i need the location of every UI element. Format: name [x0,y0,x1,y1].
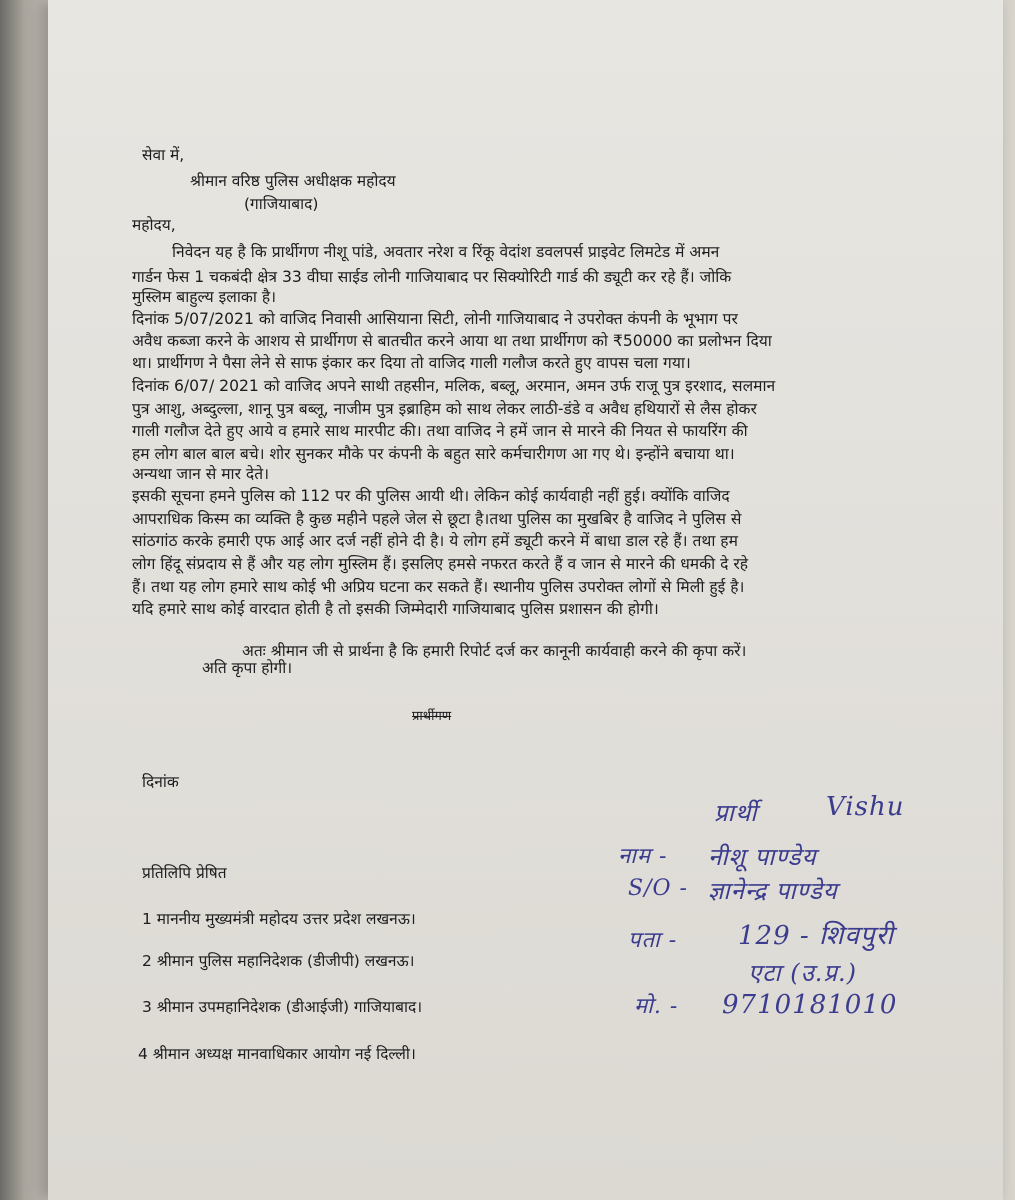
handwritten-so-label: S/O - [628,876,688,901]
handwritten-so-value: ज्ञानेन्द्र पाण्डेय [708,877,838,905]
copy-recipient: 2 श्रीमान पुलिस महानिदेशक (डीजीपी) लखनऊ। [142,952,415,970]
applicants-label: प्रार्थीगण [412,709,452,724]
body-line: गार्डन फेस 1 चकबंदी क्षेत्र 33 वीघा साईड लोनी गाजियाबाद पर सिक्योरिटी गार्ड की ड्यूटी कर रहे हैं। जोकि [132,268,732,286]
copy-recipient: 1 माननीय मुख्यमंत्री महोदय उत्तर प्रदेश लखनऊ। [142,910,416,928]
copy-heading: प्रतिलिपि प्रेषित [142,864,227,882]
recipient-city: (गाजियाबाद) [244,195,319,213]
body-line: दिनांक 6/07/ 2021 को वाजिद अपने साथी तहसीन, मलिक, बब्लू, अरमान, अमन उर्फ राजू पुत्र इरशाद, सलमान [132,377,776,395]
copy-recipient: 4 श्रीमान अध्यक्ष मानवाधिकार आयोग नई दिल्ली। [138,1045,416,1063]
date-label: दिनांक [142,773,179,791]
handwritten-address-line2: एटा (उ.प्र.) [748,959,858,987]
body-line: हैं। तथा यह लोग हमारे साथ कोई भी अप्रिय घटना कर सकते हैं। स्थानीय पुलिस उपरोक्त लोगों से मिली हुई है। [132,578,745,596]
handwritten-mobile-label: मो. - [634,994,679,1019]
handwritten-signature: Vishu [826,792,905,822]
handwritten-name-value: नीशू पाण्डेय [708,843,817,871]
handwritten-address-line1: 129 - शिवपुरी [738,921,894,951]
body-line: मुस्लिम बाहुल्य इलाका है। [132,288,277,306]
handwritten-applicant-word: प्रार्थी [714,799,758,827]
body-line: निवेदन यह है कि प्रार्थीगण नीशू पांडे, अवतार नरेश व रिंकू वेदांश डवलपर्स प्राइवेट लिमटेड में अमन [172,243,720,261]
body-line: अन्यथा जान से मार देते। [132,465,270,483]
body-line: इसकी सूचना हमने पुलिस को 112 पर की पुलिस आयी थी। लेकिन कोई कार्यवाही नहीं हुई। क्योंकि वाजिद [132,487,730,505]
letter-paper [48,0,1003,1200]
address-line: महोदय, [132,216,176,234]
handwritten-name-label: नाम - [618,844,668,869]
handwritten-mobile-value: 9710181010 [722,990,898,1020]
recipient: श्रीमान वरिष्ठ पुलिस अधीक्षक महोदय [190,172,396,190]
closing-line: अति कृपा होगी। [202,659,293,677]
body-line: लोग हिंदू संप्रदाय से हैं और यह लोग मुस्लिम हैं। इसलिए हमसे नफरत करते हैं व जान से मारने की धमकी दे रहे [132,555,749,573]
body-line: यदि हमारे साथ कोई वारदात होती है तो इसकी जिम्मेदारी गाजियाबाद पुलिस प्रशासन की होगी। [132,600,659,618]
copy-recipient: 3 श्रीमान उपमहानिदेशक (डीआईजी) गाजियाबाद। [142,998,423,1016]
body-line: अवैध कब्जा करने के आशय से प्रार्थीगण से बातचीत करने आया था तथा प्रार्थीगण को ₹50000 का प्रलोभन दिया [132,332,772,350]
salutation: सेवा में, [142,146,185,164]
body-line: सांठगांठ करके हमारी एफ आई आर दर्ज नहीं होने दी है। ये लोग हमें ड्यूटी करने में बाधा डाल रहे हैं। तथा हम [132,532,738,550]
body-line: आपराधिक किस्म का व्यक्ति है कुछ महीने पहले जेल से छूटा है।तथा पुलिस का मुखबिर है वाजिद ने पुलिस से [132,510,742,528]
body-line: था। प्रार्थीगण ने पैसा लेने से साफ इंकार कर दिया तो वाजिद गाली गलौज करते हुए वापस चला गया। [132,354,691,372]
body-line: दिनांक 5/07/2021 को वाजिद निवासी आसियाना सिटी, लोनी गाजियाबाद ने उपरोक्त कंपनी के भूभाग पर [132,310,738,328]
body-line: गाली गलौज देते हुए आये व हमारे साथ मारपीट की। तथा वाजिद ने हमें जान से मारने की नियत से फायरिंग की [132,422,748,440]
body-line: हम लोग बाल बाल बचे। शोर सुनकर मौके पर कंपनी के बहुत सारे कर्मचारीगण आ गए थे। इन्होंने बचाया था। [132,445,735,463]
request-line: अतः श्रीमान जी से प्रार्थना है कि हमारी रिपोर्ट दर्ज कर कानूनी कार्यवाही करने की कृपा करें। [242,642,747,660]
body-line: पुत्र आशु, अब्दुल्ला, शानू पुत्र बब्लू, नाजीम पुत्र इब्राहिम को साथ लेकर लाठी-डंडे व अवैध हथियारों से लैस होकर [132,400,757,418]
handwritten-address-label: पता - [628,928,678,953]
